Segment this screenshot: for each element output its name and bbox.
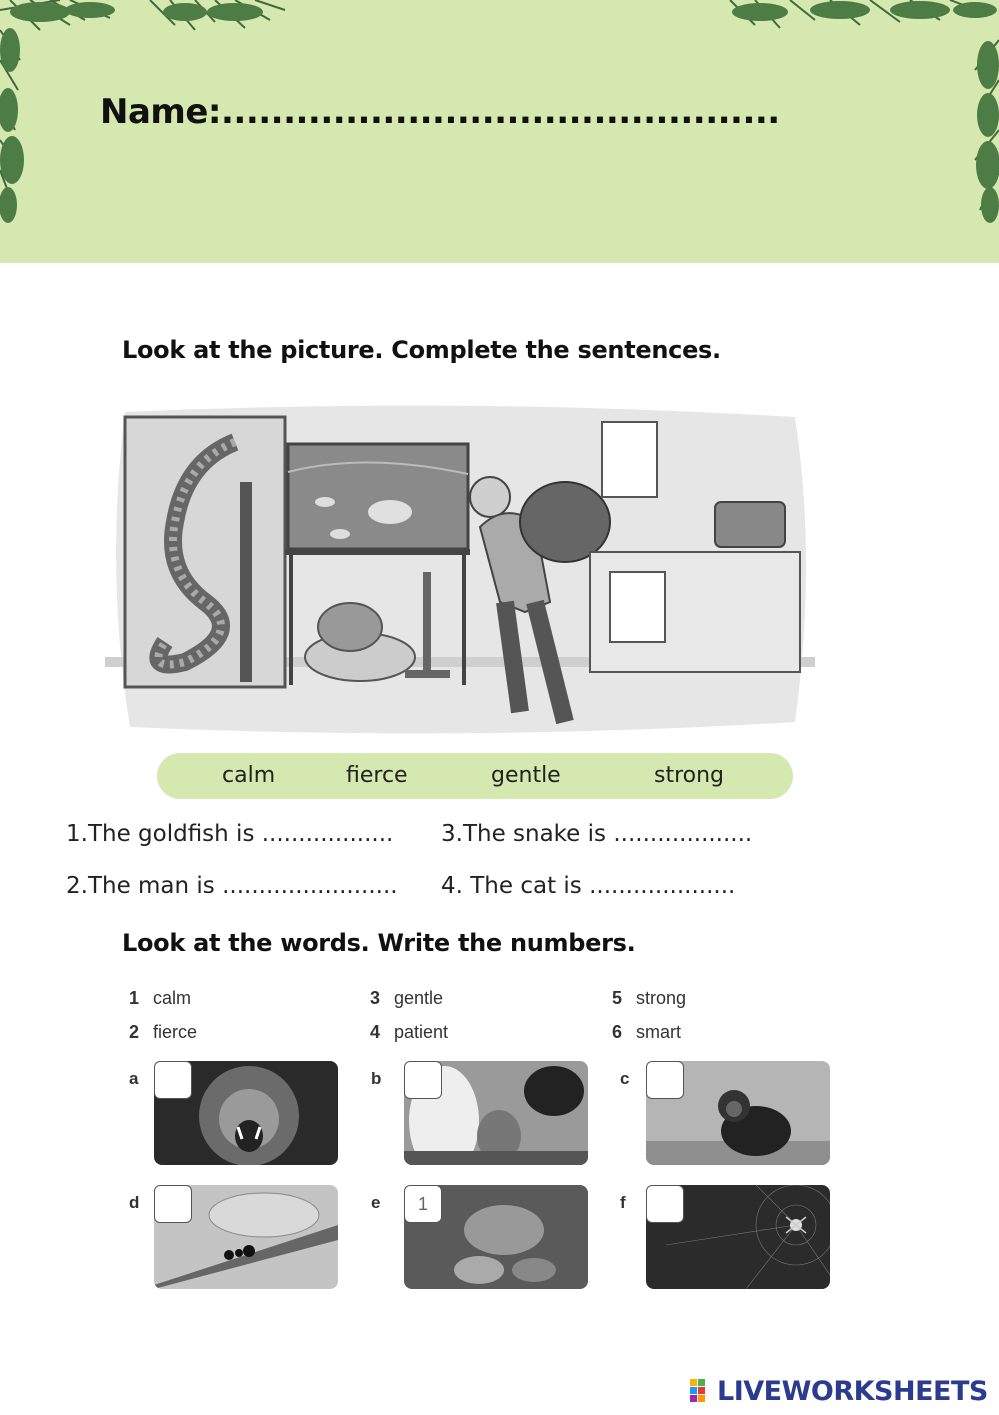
word-list-item: 4 patient	[370, 1022, 449, 1042]
word-gentle: gentle	[491, 763, 561, 788]
answer-box-a[interactable]	[154, 1061, 192, 1099]
word-strong: strong	[654, 763, 725, 788]
section2-heading: Look at the words. Write the numbers.	[122, 929, 636, 957]
word-fierce: fierce	[346, 763, 408, 788]
answer-box-d[interactable]	[154, 1185, 192, 1223]
name-line[interactable]	[100, 92, 780, 132]
word-list-item: 6 smart	[612, 1022, 681, 1042]
photo-label-e: e	[371, 1193, 381, 1212]
answer-box-e[interactable]: 1	[404, 1185, 442, 1223]
liveworksheets-logo-icon	[690, 1374, 714, 1410]
sentence-man[interactable]: 2.The man is ........................	[66, 873, 398, 899]
photo-label-d: d	[129, 1193, 140, 1212]
liveworksheets-logo[interactable]: LIVEWORKSHEETS	[717, 1376, 988, 1407]
sentence-snake[interactable]: 3.The snake is ...................	[441, 821, 753, 847]
answer-box-c[interactable]	[646, 1061, 684, 1099]
photo-label-c: c	[620, 1069, 630, 1088]
word-calm: calm	[222, 763, 276, 788]
word-list-item: 5 strong	[612, 988, 687, 1008]
word-list-item: 2 fierce	[129, 1022, 198, 1042]
name-label: Name:	[100, 92, 221, 132]
photo-label-b: b	[371, 1069, 382, 1088]
photo-label-a: a	[129, 1069, 139, 1088]
answer-box-b[interactable]	[404, 1061, 442, 1099]
name-blank[interactable]: .............................................	[220, 92, 780, 132]
sentence-goldfish[interactable]: 1.The goldfish is ..................	[66, 821, 394, 847]
section1-heading: Look at the picture. Complete the sentences.	[122, 336, 721, 364]
word-list-item: 1 calm	[129, 988, 192, 1008]
pet-shop-illustration	[105, 402, 815, 737]
sentence-cat[interactable]: 4. The cat is ....................	[441, 873, 736, 899]
word-list-item: 3 gentle	[370, 988, 444, 1008]
answer-box-f[interactable]	[646, 1185, 684, 1223]
photo-label-f: f	[620, 1193, 626, 1212]
